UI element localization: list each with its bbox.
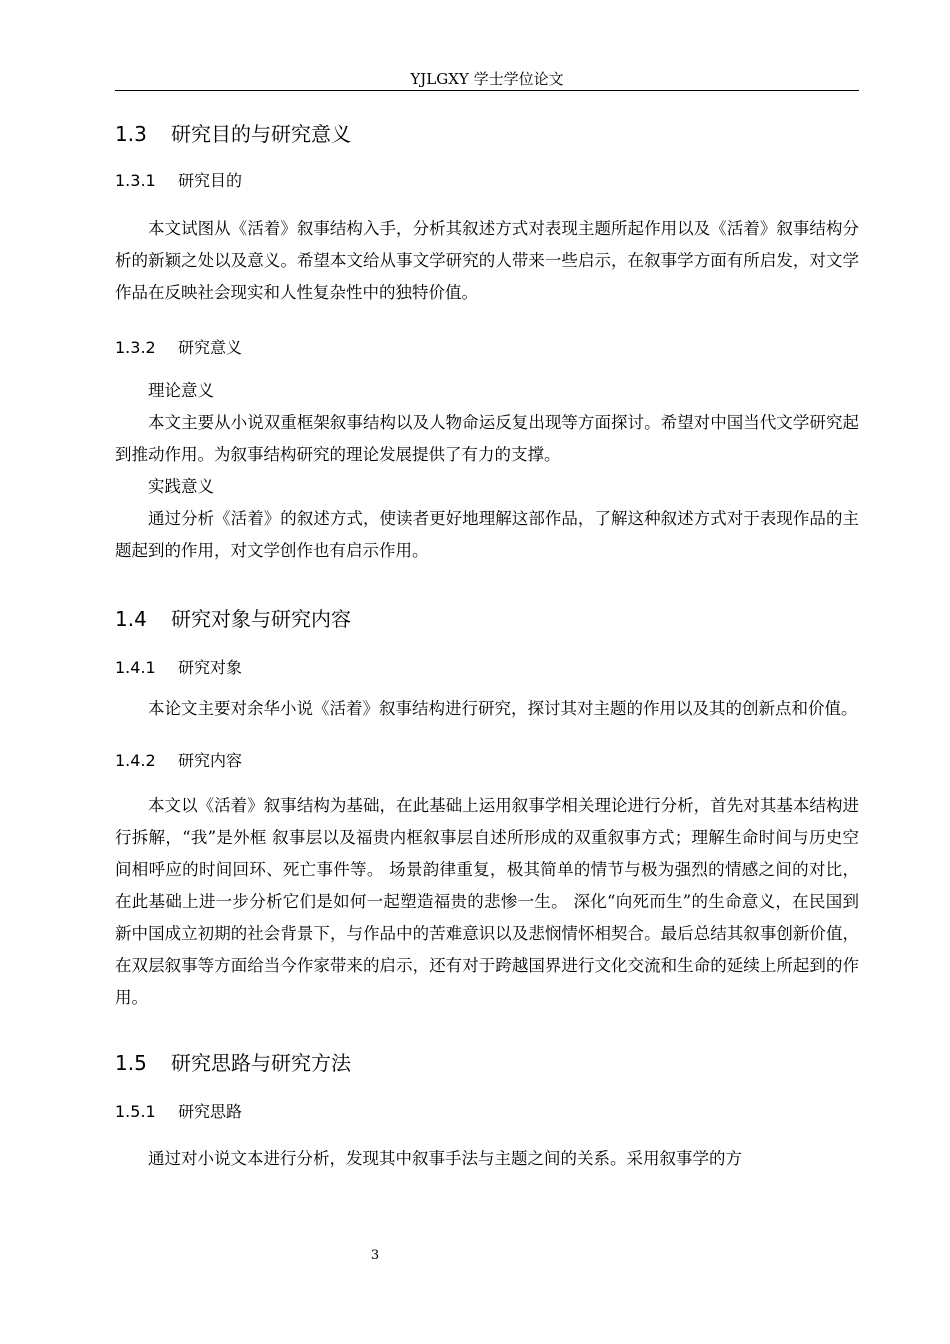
paragraph: 本论文主要对余华小说《活着》叙事结构进行研究，探讨其对主题的作用以及其的创新点和价值。 xyxy=(148,699,858,718)
paragraph: 本文试图从《活着》叙事结构入手，分析其叙述方式对表现主题所起作用以及《活着》叙事结构分析的新颖之处以及意义。希望本文给从事文学研究的人带来一些启示，在叙事学方面有所启发，对文学作品在反映社会现实和人性复杂性中的独特价值。 xyxy=(115,219,859,302)
paragraph: 通过分析《活着》的叙述方式，使读者更好地理解这部作品，了解这种叙述方式对于表现作品的主题起到的作用，对文学创作也有启示作用。 xyxy=(115,509,859,560)
page-body xyxy=(115,112,859,1175)
section-title: 研究目的与研究意义 xyxy=(171,122,351,146)
section-heading-1-3 xyxy=(115,118,859,150)
running-header: YJLGXY 学士学位论文 xyxy=(410,70,564,88)
subsection-number: 1.4.1 xyxy=(115,658,156,677)
section-number: 1.5 xyxy=(115,1051,147,1075)
section-heading-1-5 xyxy=(115,1047,859,1079)
paragraph: 本文以《活着》叙事结构为基础，在此基础上运用叙事学相关理论进行分析，首先对其基本结构进行拆解，“我”是外框 叙事层以及福贵内框叙事层自述所形成的双重叙事方式；理解生命时间与历史空间相呼应的时间回环、死亡事件等。 场景韵律重复，极其简单的情节与极为强烈的情感之间的对比，在此基础上进一步分析它们是如何一起塑造福贵的悲惨一生。 深化“向死而生”的生命意义，在民国到新中国成立初期的社会背景下，与作品中的苦难意识以及悲悯情怀相契合。最后总结其叙事创新价值，在双层叙事等方面给当今作家带来的启示，还有对于跨越国界进行文化交流和生命的延续上所起到的作用。 xyxy=(115,796,859,1007)
subsection-heading-1-3-2 xyxy=(115,335,859,361)
paragraph: 通过对小说文本进行分析，发现其中叙事手法与主题之间的关系。采用叙事学的方 xyxy=(148,1149,742,1168)
subsection-number: 1.4.2 xyxy=(115,751,156,770)
subsection-heading-1-4-2 xyxy=(115,748,859,774)
subsection-heading-1-5-1 xyxy=(115,1099,859,1125)
subsection-title: 研究思路 xyxy=(178,1102,243,1121)
subsection-heading-1-3-1 xyxy=(115,168,859,194)
subsection-title: 研究意义 xyxy=(178,338,243,357)
header-rule xyxy=(115,90,859,91)
subsection-number: 1.3.2 xyxy=(115,338,156,357)
subsection-number: 1.3.1 xyxy=(115,171,156,190)
subsection-title: 研究对象 xyxy=(178,658,243,677)
paragraph-label: 理论意义 xyxy=(148,381,214,400)
page-number: 3 xyxy=(370,1248,380,1263)
paragraph: 本文主要从小说双重框架叙事结构以及人物命运反复出现等方面探讨。希望对中国当代文学研究起到推动作用。为叙事结构研究的理论发展提供了有力的支撑。 xyxy=(115,413,859,464)
paragraph-label: 实践意义 xyxy=(148,477,214,496)
section-number: 1.4 xyxy=(115,607,147,631)
section-number: 1.3 xyxy=(115,122,147,146)
subsection-title: 研究目的 xyxy=(178,171,243,190)
subsection-heading-1-4-1 xyxy=(115,655,859,681)
section-title: 研究对象与研究内容 xyxy=(171,607,351,631)
section-title: 研究思路与研究方法 xyxy=(171,1051,351,1075)
subsection-number: 1.5.1 xyxy=(115,1102,156,1121)
section-heading-1-4 xyxy=(115,603,859,635)
subsection-title: 研究内容 xyxy=(178,751,243,770)
